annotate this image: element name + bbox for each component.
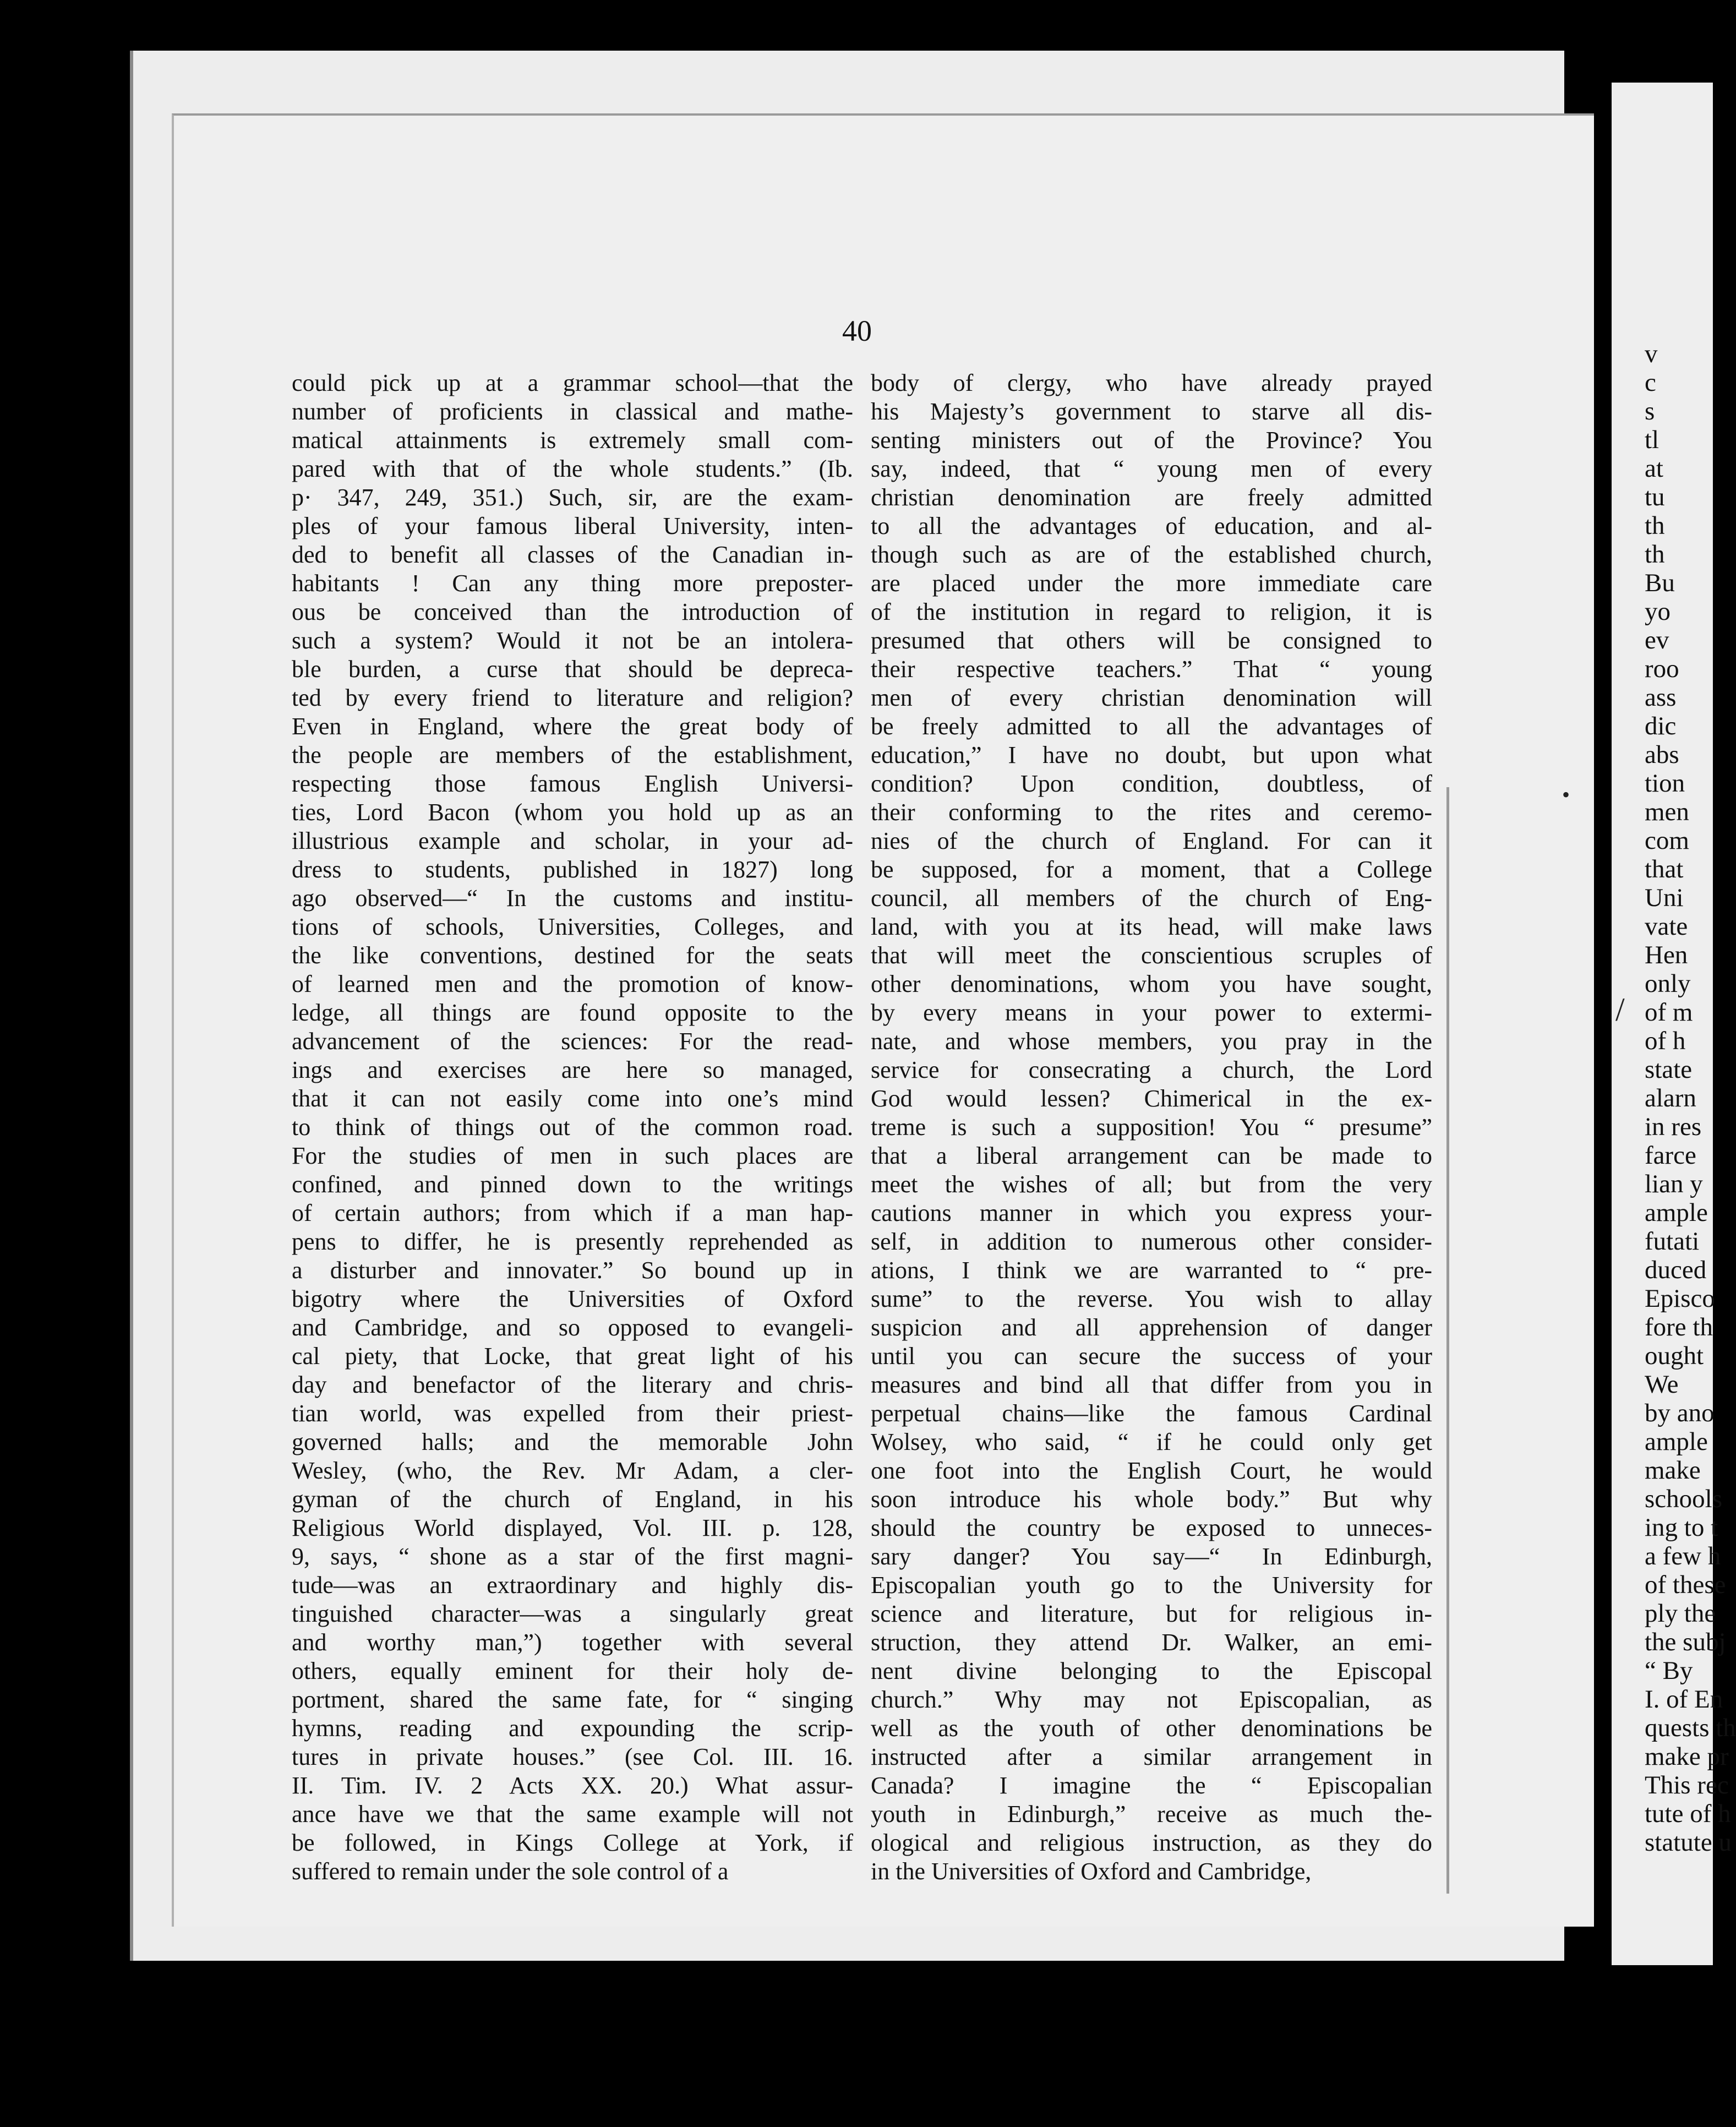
text-line: habitants ! Can any thing more preposter- (292, 570, 853, 597)
right-text-column (871, 369, 1432, 1886)
adjacent-page-fragment: We (1645, 1370, 1679, 1399)
text-line: tinguished character—was a singularly great (292, 1600, 853, 1627)
adjacent-page-fragment: ing to t (1645, 1513, 1718, 1542)
adjacent-page-fragment: of these (1645, 1570, 1726, 1599)
text-line: that a liberal arrangement can be made to (871, 1142, 1432, 1169)
text-line: of the institution in regard to religion, it is (871, 598, 1432, 625)
text-line: respecting those famous English Universi- (292, 770, 853, 797)
text-line: ings and exercises are here so managed, (292, 1056, 853, 1083)
text-line: christian denomination are freely admitted (871, 484, 1432, 511)
text-line: well as the youth of other denominations be (871, 1715, 1432, 1742)
adjacent-page-fragment: quests th (1645, 1714, 1736, 1742)
adjacent-page-fragment: yo (1645, 597, 1671, 626)
text-line: number of proficients in classical and mathe- (292, 398, 853, 425)
adjacent-page-fragment: by ano (1645, 1399, 1715, 1427)
text-line: ledge, all things are found opposite to the (292, 999, 853, 1026)
text-line: men of every christian denomination will (871, 684, 1432, 711)
text-line: to think of things out of the common road. (292, 1114, 853, 1141)
text-line: nate, and whose members, you pray in the (871, 1028, 1432, 1055)
adjacent-page-fragment: only (1645, 969, 1691, 998)
text-line: tian world, was expelled from their priest- (292, 1400, 853, 1427)
text-line: by every means in your power to extermi- (871, 999, 1432, 1026)
text-line: presumed that others will be consigned to (871, 627, 1432, 654)
text-line: to all the advantages of education, and al- (871, 512, 1432, 539)
text-line: others, equally eminent for their holy de- (292, 1657, 853, 1684)
left-text-column (292, 369, 853, 1886)
adjacent-page-fragment: tion (1645, 769, 1685, 798)
text-line: ties, Lord Bacon (whom you hold up as an (292, 799, 853, 826)
adjacent-page-fragment: s (1645, 397, 1655, 426)
text-line: be followed, in Kings College at York, if (292, 1829, 853, 1856)
text-line: ble burden, a curse that should be depreca- (292, 656, 853, 683)
adjacent-page-fragment: that (1645, 855, 1684, 883)
margin-dot-mark: • (1562, 782, 1570, 807)
text-line: Even in England, where the great body of (292, 713, 853, 740)
text-line: land, with you at its head, will make laws (871, 913, 1432, 940)
adjacent-page-fragment: Uni (1645, 883, 1684, 912)
text-line: that will meet the conscientious scruples of (871, 942, 1432, 969)
adjacent-page-fragment: a few h (1645, 1542, 1721, 1570)
adjacent-page-fragment: ought (1645, 1341, 1704, 1370)
text-line: of certain authors; from which if a man hap- (292, 1199, 853, 1226)
text-line: cal piety, that Locke, that great light of his (292, 1343, 853, 1370)
adjacent-page-fragment: fore th (1645, 1313, 1713, 1341)
adjacent-page-fragment: statute u (1645, 1828, 1732, 1857)
text-line: sary danger? You say—“ In Edinburgh, (871, 1543, 1432, 1570)
text-line: pared with that of the whole students.” (Ib. (292, 455, 853, 482)
adjacent-page-fragment: duced (1645, 1256, 1707, 1284)
margin-pencil-line (1446, 787, 1449, 1894)
adjacent-page-fragment: of m (1645, 998, 1693, 1027)
text-line: be freely admitted to all the advantages of (871, 713, 1432, 740)
text-line: nies of the church of England. For can it (871, 827, 1432, 854)
text-line: a disturber and innovater.” So bound up in (292, 1257, 853, 1284)
adjacent-page-fragment: Bu (1645, 569, 1675, 597)
text-line: God would lessen? Chimerical in the ex- (871, 1085, 1432, 1112)
text-line: illustrious example and scholar, in your ad- (292, 827, 853, 854)
text-line: Canada? I imagine the “ Episcopalian (871, 1772, 1432, 1799)
text-line: suffered to remain under the sole control of a (292, 1858, 729, 1885)
text-line: education,” I have no doubt, but upon what (871, 741, 1432, 768)
text-line: should the country be exposed to unneces- (871, 1514, 1432, 1541)
adjacent-page-fragment: ass (1645, 683, 1677, 712)
text-line: Religious World displayed, Vol. III. p. 128, (292, 1514, 853, 1541)
text-line: II. Tim. IV. 2 Acts XX. 20.) What assur- (292, 1772, 853, 1799)
text-line: meet the wishes of all; but from the very (871, 1171, 1432, 1198)
adjacent-page-fragment: dic (1645, 712, 1677, 740)
adjacent-page-fragment: men (1645, 798, 1689, 826)
text-line: governed halls; and the memorable John (292, 1428, 853, 1455)
text-line: ous be conceived than the introduction of (292, 598, 853, 625)
text-line: nent divine belonging to the Episcopal (871, 1657, 1432, 1684)
text-line: treme is such a supposition! You “ presume” (871, 1114, 1432, 1141)
adjacent-page-fragment: c (1645, 368, 1656, 397)
text-line: the people are members of the establishment, (292, 741, 853, 768)
text-line: other denominations, whom you have sought, (871, 970, 1432, 997)
page-number: 40 (842, 314, 872, 347)
text-line: of learned men and the promotion of know- (292, 970, 853, 997)
text-line: his Majesty’s government to starve all dis- (871, 398, 1432, 425)
adjacent-page-fragment: in res (1645, 1112, 1702, 1141)
text-line: until you can secure the success of your (871, 1343, 1432, 1370)
text-line: and Cambridge, and so opposed to evangeli- (292, 1314, 853, 1341)
text-line: ples of your famous liberal University, inten- (292, 512, 853, 539)
text-line: ted by every friend to literature and religion? (292, 684, 853, 711)
text-line: tude—was an extraordinary and highly dis- (292, 1572, 853, 1599)
text-line: are placed under the more immediate care (871, 570, 1432, 597)
text-line: body of clergy, who have already prayed (871, 369, 1432, 396)
adjacent-page-fragment: alarn (1645, 1084, 1696, 1112)
text-line: matical attainments is extremely small com- (292, 427, 853, 454)
adjacent-page-fragment: ply the (1645, 1599, 1716, 1628)
text-line: pens to differ, he is presently reprehended as (292, 1228, 853, 1255)
adjacent-page-fragment: farce (1645, 1141, 1696, 1170)
adjacent-page-fragment: at (1645, 454, 1663, 483)
adjacent-page-fragment: ample (1645, 1427, 1708, 1456)
text-line: advancement of the sciences: For the read- (292, 1028, 853, 1055)
text-line: science and literature, but for religious in- (871, 1600, 1432, 1627)
adjacent-page-fragment: abs (1645, 740, 1679, 769)
text-line: their conforming to the rites and ceremo- (871, 799, 1432, 826)
text-line: one foot into the English Court, he would (871, 1457, 1432, 1484)
text-line: in the Universities of Oxford and Cambridge, (871, 1858, 1312, 1885)
text-line: suspicion and all apprehension of danger (871, 1314, 1432, 1341)
text-line: Wesley, (who, the Rev. Mr Adam, a cler- (292, 1457, 853, 1484)
text-line: instructed after a similar arrangement in (871, 1743, 1432, 1770)
text-line: portment, shared the same fate, for “ singing (292, 1686, 853, 1713)
text-line: senting ministers out of the Province? You (871, 427, 1432, 454)
text-line: council, all members of the church of Eng- (871, 885, 1432, 912)
text-line: church.” Why may not Episcopalian, as (871, 1686, 1432, 1713)
text-line: measures and bind all that differ from you in (871, 1371, 1432, 1398)
text-line: service for consecrating a church, the Lord (871, 1056, 1432, 1083)
adjacent-page-fragment: of h (1645, 1027, 1686, 1055)
adjacent-page-fragment: vate (1645, 912, 1688, 941)
text-line: For the studies of men in such places are (292, 1142, 853, 1169)
text-line: day and benefactor of the literary and chris- (292, 1371, 853, 1398)
text-line: though such as are of the established church, (871, 541, 1432, 568)
text-line: struction, they attend Dr. Walker, an emi- (871, 1629, 1432, 1656)
adjacent-page-fragment: tl (1645, 426, 1659, 454)
adjacent-page-fragment: state (1645, 1055, 1693, 1084)
text-line: p· 347, 249, 351.) Such, sir, are the exam- (292, 484, 853, 511)
text-line: condition? Upon condition, doubtless, of (871, 770, 1432, 797)
adjacent-page-fragment: Episco (1645, 1284, 1715, 1313)
adjacent-page-fragment: roo (1645, 655, 1679, 683)
adjacent-page-fragment: th (1645, 511, 1665, 540)
text-line: could pick up at a grammar school—that the (292, 369, 853, 396)
adjacent-page-edge (1612, 83, 1736, 1965)
text-line: 9, says, “ shone as a star of the first magni- (292, 1543, 853, 1570)
adjacent-page-fragment: lian y (1645, 1170, 1703, 1198)
text-line: such a system? Would it not be an intolera- (292, 627, 853, 654)
text-line: hymns, reading and expounding the scrip- (292, 1715, 853, 1742)
text-line: tions of schools, Universities, Colleges, and (292, 913, 853, 940)
adjacent-page-fragment: futati (1645, 1227, 1700, 1256)
adjacent-page-fragment: schools (1645, 1485, 1722, 1513)
text-line: Episcopalian youth go to the University for (871, 1572, 1432, 1599)
adjacent-page-fragment: ev (1645, 626, 1669, 655)
text-line: ations, I think we are warranted to “ pre- (871, 1257, 1432, 1284)
text-line: the like conventions, destined for the seats (292, 942, 853, 969)
text-line: bigotry where the Universities of Oxford (292, 1285, 853, 1312)
adjacent-page-fragment: v (1645, 340, 1658, 368)
text-line: confined, and pinned down to the writings (292, 1171, 853, 1198)
adjacent-page-fragment: the subj (1645, 1628, 1726, 1656)
text-line: ded to benefit all classes of the Canadian in- (292, 541, 853, 568)
adjacent-page-fragment: tu (1645, 483, 1665, 511)
text-line: be supposed, for a moment, that a College (871, 856, 1432, 883)
text-line: and worthy man,”) together with several (292, 1629, 853, 1656)
adjacent-page-fragment: ample (1645, 1198, 1708, 1227)
margin-tick-mark: / (1615, 991, 1625, 1028)
adjacent-page-fragment: tute of h (1645, 1799, 1731, 1828)
text-line: gyman of the church of England, in his (292, 1486, 853, 1513)
adjacent-page-fragment: I. of En (1645, 1685, 1723, 1714)
adjacent-page-fragment: This rec (1645, 1771, 1729, 1799)
text-line: perpetual chains—like the famous Cardinal (871, 1400, 1432, 1427)
text-line: youth in Edinburgh,” receive as much the- (871, 1801, 1432, 1828)
text-line: that it can not easily come into one’s mind (292, 1085, 853, 1112)
text-line: ago observed—“ In the customs and institu- (292, 885, 853, 912)
adjacent-page-fragment: Hen (1645, 941, 1688, 969)
adjacent-page-fragment: th (1645, 540, 1665, 569)
text-line: ance have we that the same example will not (292, 1801, 853, 1828)
adjacent-page-fragment: “ By (1645, 1656, 1693, 1685)
text-line: cautions manner in which you express your- (871, 1199, 1432, 1226)
adjacent-page-fragment: com (1645, 826, 1689, 855)
adjacent-page-fragment: make pr (1645, 1742, 1729, 1771)
text-line: sume” to the reverse. You wish to allay (871, 1285, 1432, 1312)
text-line: tures in private houses.” (see Col. III. 16. (292, 1743, 853, 1770)
text-line: Wolsey, who said, “ if he could only get (871, 1428, 1432, 1455)
adjacent-page-fragment: make (1645, 1456, 1701, 1485)
text-line: self, in addition to numerous other consider- (871, 1228, 1432, 1255)
text-line: ological and religious instruction, as they do (871, 1829, 1432, 1856)
text-line: dress to students, published in 1827) long (292, 856, 853, 883)
text-line: soon introduce his whole body.” But why (871, 1486, 1432, 1513)
text-line: their respective teachers.” That “ young (871, 656, 1432, 683)
text-line: say, indeed, that “ young men of every (871, 455, 1432, 482)
